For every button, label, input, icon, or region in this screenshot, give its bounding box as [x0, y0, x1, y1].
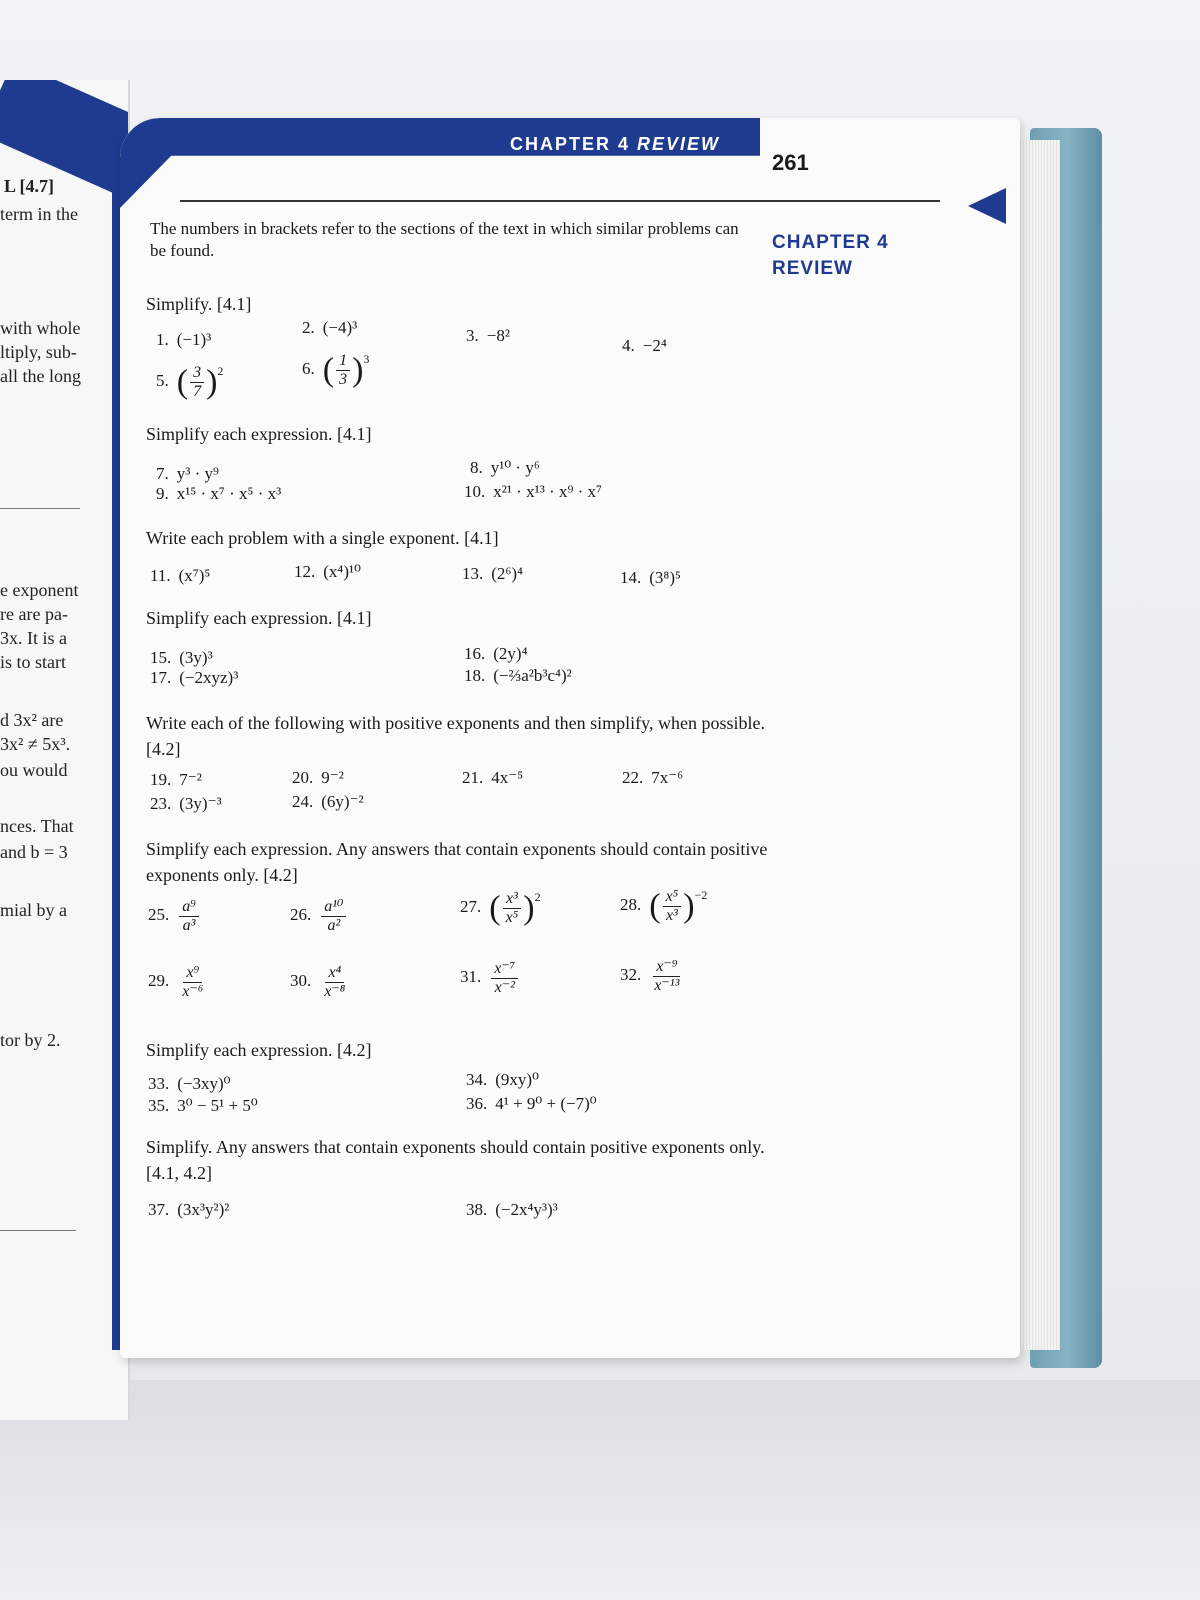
side-heading	[772, 230, 889, 282]
left-page-line: 3x² ≠ 5x³.	[0, 734, 71, 754]
page-number: 261	[772, 150, 809, 175]
problem-14: 14. (3⁸)⁵	[620, 568, 681, 587]
left-page-line: is to start	[0, 652, 66, 672]
running-title-review: REVIEW	[637, 134, 721, 154]
section-heading: Write each of the following with positive exponents and then simplify, when possible. [4.2]	[146, 713, 765, 759]
left-page	[0, 80, 130, 1420]
running-title-chapter: CHAPTER 4	[510, 134, 631, 154]
problem-34: 34. (9xy)⁰	[466, 1070, 539, 1089]
section-heading: Write each problem with a single exponent. [4.1]	[146, 528, 499, 548]
left-page-line: term in the	[0, 204, 78, 224]
left-page-line: 3x. It is a	[0, 628, 67, 648]
left-page-line: nces. That	[0, 816, 74, 836]
left-page-line: tor by 2.	[0, 1030, 61, 1050]
left-page-line: re are pa-	[0, 604, 68, 624]
problem-30: 30. $\frac{\text{x⁴}}{\text{x⁻⁸}}$	[290, 964, 346, 1000]
header-band	[120, 118, 760, 208]
problem-35: 35. 3⁰ − 5¹ + 5⁰	[148, 1096, 258, 1115]
problem-16: 16. (2y)⁴	[464, 644, 528, 663]
problem-32: 32. $\frac{\text{x⁻⁹}}{\text{x⁻¹³}}$	[620, 958, 680, 994]
running-title	[510, 134, 720, 155]
table-surface	[0, 1380, 1200, 1600]
left-page-line: ltiply, sub-	[0, 342, 77, 362]
left-page-line: L [4.7]	[4, 176, 55, 196]
problem-21: 21. 4x⁻⁵	[462, 768, 524, 787]
side-heading-line: CHAPTER 4	[772, 232, 889, 253]
left-page-rule	[0, 1230, 76, 1231]
problem-8: 8. y¹⁰ · y⁶	[470, 458, 540, 477]
problem-20: 20. 9⁻²	[292, 768, 344, 787]
problem-12: 12. (x⁴)¹⁰	[294, 562, 361, 581]
section-heading: Simplify each expression. [4.2]	[146, 1040, 372, 1060]
problem-4: 4. −2⁴	[622, 336, 667, 355]
problem-7: 7. y³ · y⁹	[156, 464, 219, 483]
problem-24: 24. (6y)⁻²	[292, 792, 364, 811]
problem-22: 22. 7x⁻⁶	[622, 768, 684, 787]
left-page-line: d 3x² are	[0, 710, 64, 730]
section-heading: Simplify. Any answers that contain exponents should contain positive exponents only. [4.1, 4.2]	[146, 1137, 765, 1183]
problem-38: 38. (−2x⁴y³)³	[466, 1200, 558, 1219]
left-page-line: and b = 3	[0, 842, 68, 862]
problem-1: 1. (−1)³	[156, 330, 212, 349]
problem-27: 27. ( $\frac{\text{x³}}{\text{x⁵}}$ )$^2$	[460, 889, 541, 927]
problem-10: 10. x²¹ · x¹³ · x⁹ · x⁷	[464, 482, 602, 501]
problem-11: 11. (x⁷)⁵	[150, 566, 211, 585]
problem-28: 28. ( $\frac{\text{x⁵}}{\text{x³}}$ )$^{-2}$	[620, 887, 708, 925]
problem-31: 31. $\frac{\text{x⁻⁷}}{\text{x⁻²}}$	[460, 960, 520, 997]
problem-33: 33. (−3xy)⁰	[148, 1074, 231, 1093]
problem-26: 26. $\frac{\text{a¹⁰}}{\text{a²}}$	[290, 898, 348, 935]
section-heading: Simplify. [4.1]	[146, 294, 252, 314]
left-page-line: mial by a	[0, 900, 67, 920]
problem-2: 2. (−4)³	[302, 318, 358, 337]
header-rule	[180, 200, 940, 202]
problem-6: 6. ( $\frac{1}{3}$ )$^3$	[302, 351, 370, 389]
left-page-line: with whole	[0, 318, 81, 338]
problem-5: 5. ( $\frac{3}{7}$ )$^2$	[156, 363, 224, 401]
section-heading: Simplify each expression. [4.1]	[146, 424, 372, 444]
problem-18: 18. (−⅔a²b³c⁴)²	[464, 666, 572, 685]
arrow-tab-icon	[968, 188, 1006, 224]
problem-29: 29. $\frac{\text{x⁹}}{\text{x⁻⁶}}$	[148, 964, 204, 1000]
problem-23: 23. (3y)⁻³	[150, 794, 222, 813]
left-page-line: all the long	[0, 366, 81, 386]
left-page-rule	[0, 508, 80, 509]
problem-36: 36. 4¹ + 9⁰ + (−7)⁰	[466, 1094, 597, 1113]
intro-text: The numbers in brackets refer to the sections of the text in which similar problems can be found.	[150, 219, 739, 260]
problem-25: 25. $\frac{\text{a⁹}}{\text{a³}}$	[148, 898, 201, 935]
section-heading: Simplify each expression. Any answers that contain exponents should contain positive exponents only. [4.2]	[146, 839, 768, 885]
problem-37: 37. (3x³y²)²	[148, 1200, 230, 1219]
side-heading-line: REVIEW	[772, 258, 853, 279]
problem-13: 13. (2⁶)⁴	[462, 564, 523, 583]
problem-15: 15. (3y)³	[150, 648, 213, 667]
textbook-page	[120, 118, 1020, 1358]
problem-3: 3. −8²	[466, 326, 510, 345]
problem-9: 9. x¹⁵ · x⁷ · x⁵ · x³	[156, 484, 282, 503]
left-page-line: ou would	[0, 760, 68, 780]
section-heading: Simplify each expression. [4.1]	[146, 608, 372, 628]
left-page-line: e exponent	[0, 580, 79, 600]
problem-19: 19. 7⁻²	[150, 770, 202, 789]
problem-17: 17. (−2xyz)³	[150, 668, 239, 687]
